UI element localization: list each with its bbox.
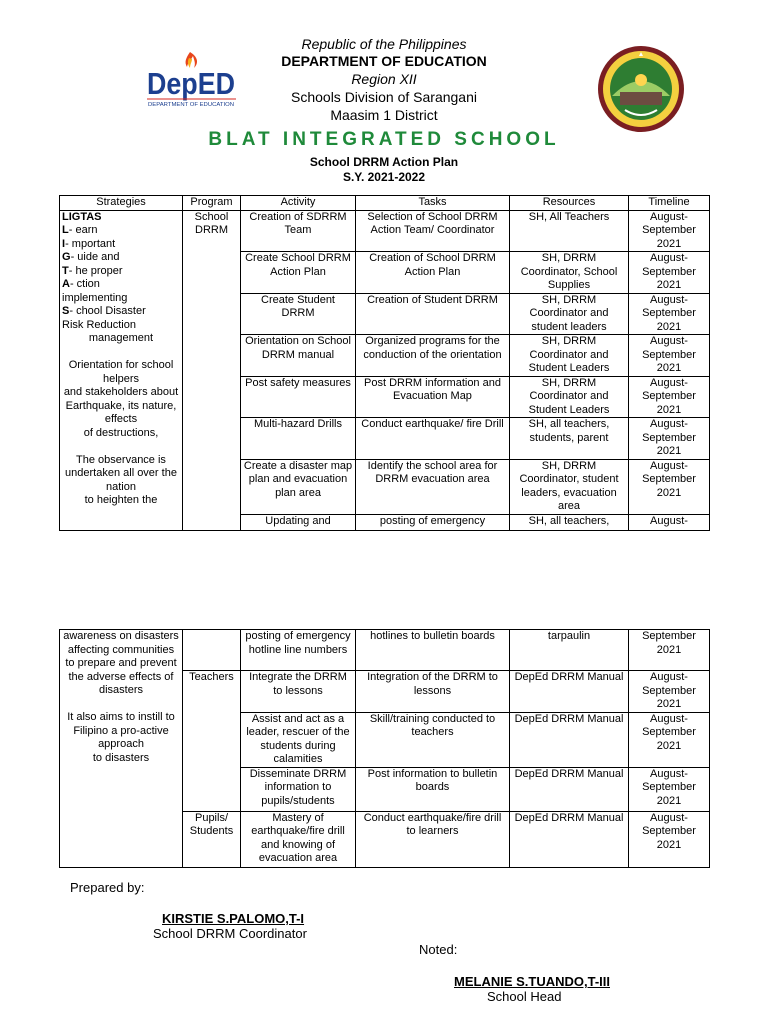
- tasks-cell: Creation of Student DRRM: [356, 293, 510, 335]
- action-plan-table-page1: [59, 195, 710, 531]
- department-line: DEPARTMENT OF EDUCATION: [281, 53, 487, 69]
- activity-cell: Mastery of earthquake/fire drill and knowing of evacuation area: [241, 811, 356, 867]
- school-name: BLAT INTEGRATED SCHOOL: [208, 129, 560, 150]
- tasks-cell: Conduct earthquake/ fire Drill: [356, 418, 510, 460]
- program-cell: Teachers: [183, 671, 241, 812]
- division-line: Schools Division of Sarangani: [291, 89, 477, 105]
- table-row: [60, 210, 710, 252]
- header-cell: Timeline: [629, 196, 710, 211]
- timeline-cell: August-September 2021: [629, 459, 710, 514]
- tasks-cell: Conduct earthquake/fire drill to learners: [356, 811, 510, 867]
- republic-line: Republic of the Philippines: [301, 36, 467, 52]
- timeline-cell: September 2021: [629, 630, 710, 671]
- tasks-cell: Creation of School DRRM Action Plan: [356, 252, 510, 294]
- timeline-cell: August-September 2021: [629, 252, 710, 294]
- deped-logo-wordmark: DepED: [147, 66, 235, 101]
- school-year: S.Y. 2021-2022: [342, 170, 426, 184]
- header-cell: Program: [183, 196, 241, 211]
- resources-cell: DepEd DRRM Manual: [510, 712, 629, 767]
- activity-cell: Updating and: [241, 514, 356, 530]
- resources-cell: SH, All Teachers: [510, 210, 629, 252]
- timeline-cell: August-September 2021: [629, 293, 710, 335]
- timeline-cell: August-September 2021: [629, 376, 710, 418]
- tasks-cell: Organized programs for the conduction of the orientation: [356, 335, 510, 377]
- activity-cell: posting of emergency hotline line numbers: [241, 630, 356, 671]
- resources-cell: SH, DRRM Coordinator and Student Leaders: [510, 335, 629, 377]
- program-cell: School DRRM: [183, 210, 241, 530]
- activity-cell: Disseminate DRRM information to pupils/students: [241, 767, 356, 811]
- prepared-by-label: Prepared by:: [70, 880, 145, 895]
- resources-cell: DepEd DRRM Manual: [510, 767, 629, 811]
- timeline-cell: August-September 2021: [629, 671, 710, 713]
- strategies-cell: [60, 630, 183, 868]
- timeline-cell: August-September 2021: [629, 767, 710, 811]
- preparer-title: School DRRM Coordinator: [153, 926, 307, 941]
- preparer-name: KIRSTIE S.PALOMO,T-I: [162, 911, 305, 926]
- activity-cell: Multi-hazard Drills: [241, 418, 356, 460]
- activity-cell: Create Student DRRM: [241, 293, 356, 335]
- resources-cell: SH, DRRM Coordinator and Student Leaders: [510, 376, 629, 418]
- strategy-text: awareness on disasters affecting communities to prepare and prevent the adverse effects of disasters It also aims to instill to Filipino a pro-active approach to disasters: [63, 630, 179, 764]
- table-header-row: [60, 196, 710, 211]
- header-cell: Resources: [510, 196, 629, 211]
- ligtas-acronym: LIGTAS L- earn I- mportant G- uide and T- he proper A- ction implementing S- chool Disaster Risk Reduction: [62, 210, 146, 331]
- header-cell: Strategies: [60, 196, 183, 211]
- timeline-cell: August-: [629, 514, 710, 530]
- tasks-cell: posting of emergency: [356, 514, 510, 530]
- timeline-cell: August-September 2021: [629, 712, 710, 767]
- program-cell: Pupils/ Students: [183, 811, 241, 867]
- tasks-cell: Skill/training conducted to teachers: [356, 712, 510, 767]
- tasks-cell: Identify the school area for DRRM evacuation area: [356, 459, 510, 514]
- noted-label: Noted:: [419, 942, 458, 957]
- activity-cell: Post safety measures: [241, 376, 356, 418]
- district-line: Maasim 1 District: [330, 107, 438, 123]
- timeline-cell: August-September 2021: [629, 335, 710, 377]
- program-cell: [183, 630, 241, 671]
- activity-cell: Create School DRRM Action Plan: [241, 252, 356, 294]
- tasks-cell: hotlines to bulletin boards: [356, 630, 510, 671]
- deped-logo-subtitle: DEPARTMENT OF EDUCATION: [148, 102, 234, 108]
- resources-cell: SH, all teachers, students, parent: [510, 418, 629, 460]
- resources-cell: tarpaulin: [510, 630, 629, 671]
- activity-cell: Assist and act as a leader, rescuer of the students during calamities: [241, 712, 356, 767]
- tasks-cell: Integration of the DRRM to lessons: [356, 671, 510, 713]
- resources-cell: SH, DRRM Coordinator and student leaders: [510, 293, 629, 335]
- region-line: Region XII: [351, 71, 417, 87]
- strategies-cell: [60, 210, 183, 530]
- tasks-cell: Post information to bulletin boards: [356, 767, 510, 811]
- timeline-cell: August-September 2021: [629, 811, 710, 867]
- table-row: [60, 630, 710, 671]
- header-cell: Tasks: [356, 196, 510, 211]
- tasks-cell: Post DRRM information and Evacuation Map: [356, 376, 510, 418]
- school-head-name: MELANIE S.TUANDO,T-III: [454, 974, 610, 989]
- school-head-title: School Head: [487, 989, 562, 1004]
- strategy-text: management Orientation for school helpers and stakeholders about Earthquake, its nature, effects of destructions, The observance is undertaken all over the nation to heighten the: [63, 332, 179, 506]
- timeline-cell: August-September 2021: [629, 418, 710, 460]
- header-cell: Activity: [241, 196, 356, 211]
- activity-cell: Create a disaster map plan and evacuation plan area: [241, 459, 356, 514]
- timeline-cell: August-September 2021: [629, 210, 710, 252]
- resources-cell: SH, DRRM Coordinator, School Supplies: [510, 252, 629, 294]
- activity-cell: Creation of SDRRM Team: [241, 210, 356, 252]
- tasks-cell: Selection of School DRRM Action Team/ Coordinator: [356, 210, 510, 252]
- activity-cell: Integrate the DRRM to lessons: [241, 671, 356, 713]
- resources-cell: SH, DRRM Coordinator, student leaders, evacuation area: [510, 459, 629, 514]
- action-plan-table-page2: [59, 629, 710, 868]
- activity-cell: Orientation on School DRRM manual: [241, 335, 356, 377]
- plan-title: School DRRM Action Plan: [309, 155, 459, 169]
- resources-cell: DepEd DRRM Manual: [510, 671, 629, 713]
- resources-cell: DepEd DRRM Manual: [510, 811, 629, 867]
- resources-cell: SH, all teachers,: [510, 514, 629, 530]
